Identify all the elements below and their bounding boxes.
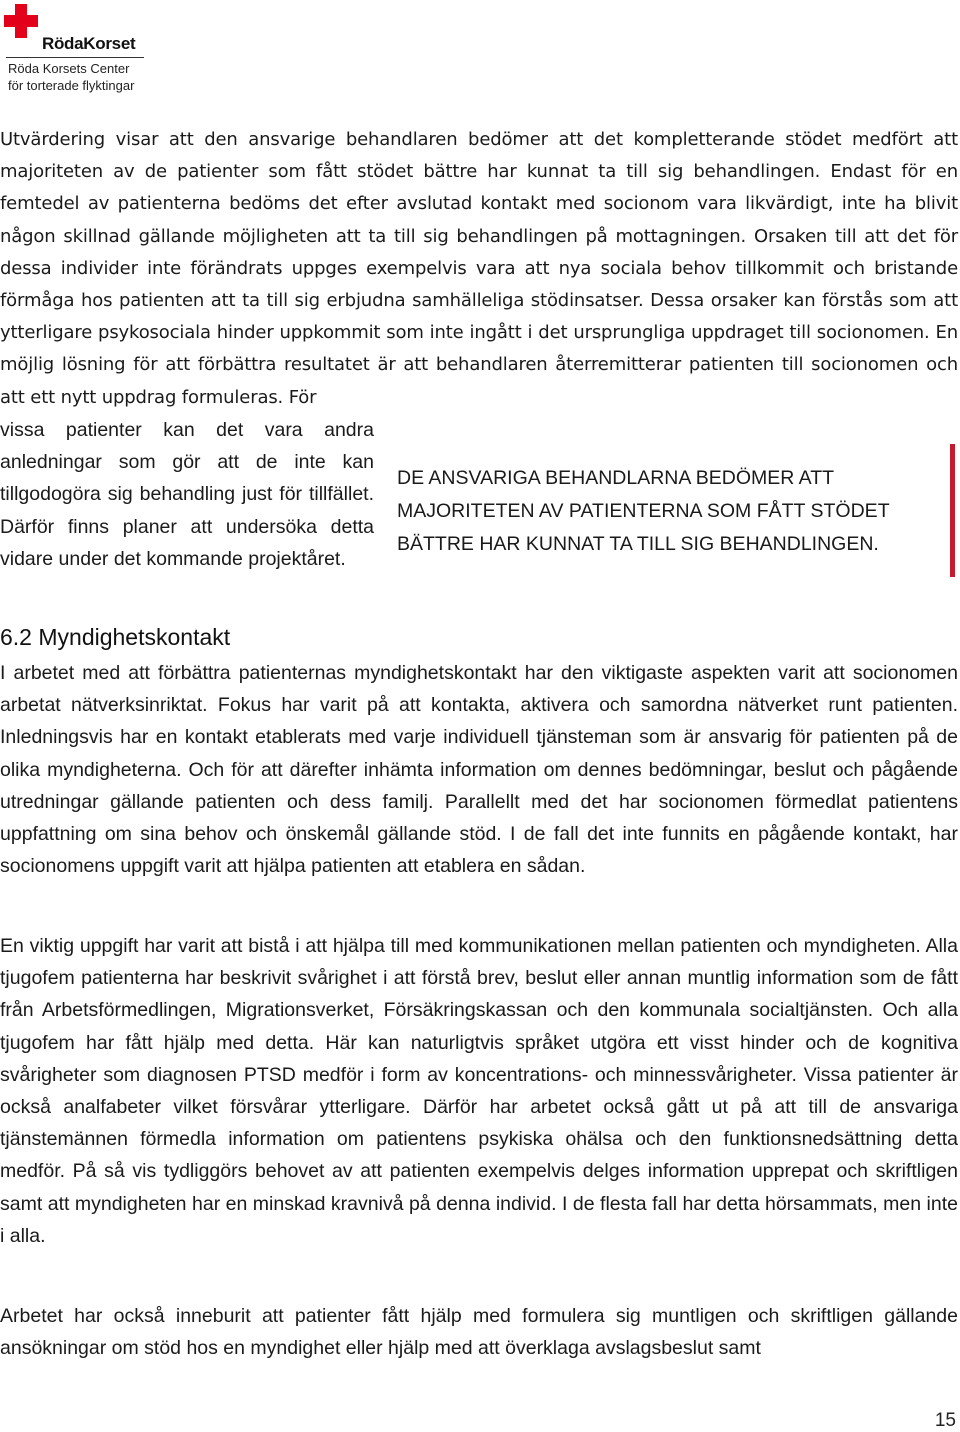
body-paragraph-3: Arbetet har också inneburit att patienter fått hjälp med formulera sig muntligen och skriftligen gällande ansökningar om stöd hos en myndighet eller hjälp med att överklaga avslagsbeslut samt	[0, 1305, 958, 1360]
pull-quote-accent-bar	[950, 444, 955, 577]
red-cross-icon	[4, 4, 38, 38]
page-number: 15	[934, 1410, 956, 1431]
intro-paragraph: Utvärdering visar att den ansvarige behandlaren bedömer att det kompletterande stödet medfört att majoriteten av de patienter som fått stödet bättre har kunnat ta till sig behandlingen. Endast för en femtedel av patienterna bedöms det efter avslutad kontakt med socionom vara likvärdigt, inte ha blivit någon skillnad gällande möjligheten att ta till sig behandlingen på mottagningen. Orsaken till att det för dessa individer inte förändrats uppges exempelvis vara att nya sociala behov tillkommit och bristande förmåga hos patienten att ta till sig erbjudna samhälleliga stödinsatser. Dessa orsaker kan förstås som att ytterligare psykosociala hinder uppkommit som inte ingått i det ursprungliga uppdraget till socionomen. En möjlig lösning för att förbättra resultatet är att behandlaren återremitterar patienten till socionomen och att ett nytt uppdrag formuleras. För	[0, 129, 958, 408]
body-paragraph-2: En viktig uppgift har varit att bistå i att hjälpa till med kommunikationen mellan patienten och myndigheten. Alla tjugofem patienterna har beskrivit svårighet i att förstå brev, beslut eller annan muntlig information som de fått från Arbetsförmedlingen, Migrationsverket, Försäkringskassan och den kommunala socialtjänsten. Och alla tjugofem har fått hjälp med detta. Här kan naturligtvis språket utgöra ett visst hinder och de kognitiva svårigheter som diagnosen PTSD medför i form av koncentrations- och minnessvårigheter. Vissa patienter är också analfabeter vilket försvårar ytterligare. Därför har arbetet också gått ut på att till de ansvariga tjänstemännen förmedla information om patientens psykiska ohälsa och den funktionsnedsättning detta medför. På så vis tydliggörs behovet av att patienten exempelvis delges information upprepat och skriftligen samt att myndigheten har en minskad kravnivå på denna individ. I de flesta fall har detta hörsammats, men inte i alla.	[0, 935, 958, 1247]
red-cross-logo	[4, 4, 154, 94]
pull-quote	[397, 462, 937, 561]
logo-divider	[6, 57, 144, 58]
logo-subtitle-line2: för torterade flyktingar	[8, 78, 135, 93]
body-paragraph-1: I arbetet med att förbättra patienternas myndighetskontakt har den viktigaste aspekten varit att socionomen arbetat nätverksinriktat. Fokus har varit på att kontakta, aktivera och samordna nätverket runt patienten. Inledningsvis har en kontakt etablerats med varje individuell tjänsteman som är ansvarig för patienten på de olika myndigheterna. Och för att därefter inhämta information om dennes bedömningar, beslut och pågående utredningar gällande patienten och dess familj. Parallellt med det har socionomen förmedlat patientens uppfattning om sina behov och önskemål gällande stöd. I de fall det inte funnits en pågående kontakt, har socionomens uppgift varit att hjälpa patienten att etablera en sådan.	[0, 662, 958, 878]
pull-quote-text: DE ANSVARIGA BEHANDLARNA BEDÖMER ATT MAJORITETEN AV PATIENTERNA SOM FÅTT STÖDET BÄTTRE HAR KUNNAT TA TILL SIG BEHANDLINGEN.	[397, 467, 890, 555]
logo-brand-name: RödaKorset	[42, 34, 136, 53]
logo-subtitle-line1: Röda Korsets Center	[8, 61, 130, 76]
section-heading: 6.2 Myndighetskontakt	[0, 624, 231, 650]
left-column-paragraph: vissa patienter kan det vara andra anledningar som gör att de inte kan tillgodogöra sig behandling just för tillfället. Därför finns planer att undersöka detta vidare under det kommande projektåret.	[0, 419, 374, 570]
